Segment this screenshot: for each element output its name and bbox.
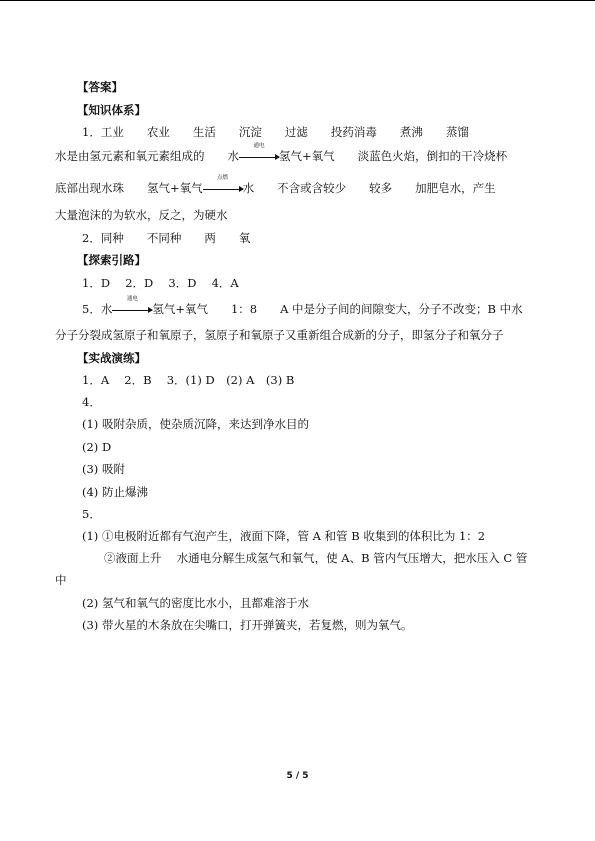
explore-line-1: 1．D 2．D 3．D 4．A bbox=[82, 276, 239, 290]
knowledge-line-3-right: 水 不含或含较少 较多 加肥皂水，产生 bbox=[242, 181, 496, 195]
practice-line-5: (3) 吸附 bbox=[82, 462, 125, 476]
practice-line-1: 1．A 2．B 3．(1) D (2) A (3) B bbox=[82, 373, 295, 387]
heading-knowledge: 【知识体系】 bbox=[77, 103, 146, 117]
heading-practice: 【实战演练】 bbox=[77, 351, 146, 365]
explore-line-2-right: 氢气+氧气 1：8 A 中是分子间的间隙变大，分子不改变；B 中水 bbox=[152, 302, 523, 316]
heading-explore: 【探索引路】 bbox=[77, 253, 146, 267]
heading-answer: 【答案】 bbox=[77, 80, 123, 94]
practice-line-3: (1) 吸附杂质，使杂质沉降，来达到净水目的 bbox=[82, 417, 309, 431]
knowledge-line-3-left: 底部出现水珠 氢气+氧气 bbox=[55, 181, 203, 195]
reaction-arrow-electrolysis bbox=[112, 296, 152, 316]
top-rule bbox=[0, 0, 595, 1]
knowledge-line-3 bbox=[55, 175, 496, 195]
arrow-condition: 通电 bbox=[253, 143, 265, 149]
arrow-condition: 通电 bbox=[126, 296, 138, 302]
reaction-arrow-combustion bbox=[203, 175, 243, 195]
practice-line-2: 4． bbox=[82, 395, 101, 409]
explore-line-2-left: 5．水 bbox=[82, 302, 113, 316]
practice-line-9: ②液面上升 水通电分解生成氢气和氧气，使 A、B 管内气压增大，把水压入 C 管 bbox=[104, 551, 528, 565]
knowledge-line-2 bbox=[55, 143, 508, 163]
arrow-condition: 点燃 bbox=[217, 175, 229, 181]
knowledge-line-4: 大量泡沫的为软水，反之，为硬水 bbox=[55, 208, 228, 222]
knowledge-line-1: 1．工业 农业 生活 沉淀 过滤 投药消毒 煮沸 蒸馏 bbox=[82, 125, 469, 139]
practice-line-10: 中 bbox=[55, 573, 67, 587]
knowledge-line-5: 2．同种 不同种 两 氧 bbox=[82, 231, 251, 245]
knowledge-line-2-right: 氢气+氧气 淡蓝色火焰，倒扣的干冷烧杯 bbox=[279, 149, 508, 163]
knowledge-line-2-left: 水是由氢元素和氧元素组成的 水 bbox=[55, 149, 239, 163]
practice-line-4: (2) D bbox=[82, 440, 112, 454]
explore-line-2 bbox=[82, 296, 523, 316]
practice-line-8: (1) ①电极附近都有气泡产生，液面下降，管 A 和管 B 收集到的体积比为 1：2 bbox=[82, 529, 486, 543]
practice-line-12: (3) 带火星的木条放在尖嘴口，打开弹簧夹，若复燃，则为氧气。 bbox=[82, 618, 413, 632]
practice-line-7: 5． bbox=[82, 507, 101, 521]
reaction-arrow-electrolysis bbox=[239, 143, 279, 163]
explore-line-3: 分子分裂成氢原子和氧原子，氢原子和氧原子又重新组合成新的分子，即氢分子和氧分子 bbox=[55, 328, 504, 342]
practice-line-11: (2) 氢气和氧气的密度比水小，且都难溶于水 bbox=[82, 596, 309, 610]
practice-line-6: (4) 防止爆沸 bbox=[82, 485, 148, 499]
page-number: 5 / 5 bbox=[286, 771, 309, 781]
